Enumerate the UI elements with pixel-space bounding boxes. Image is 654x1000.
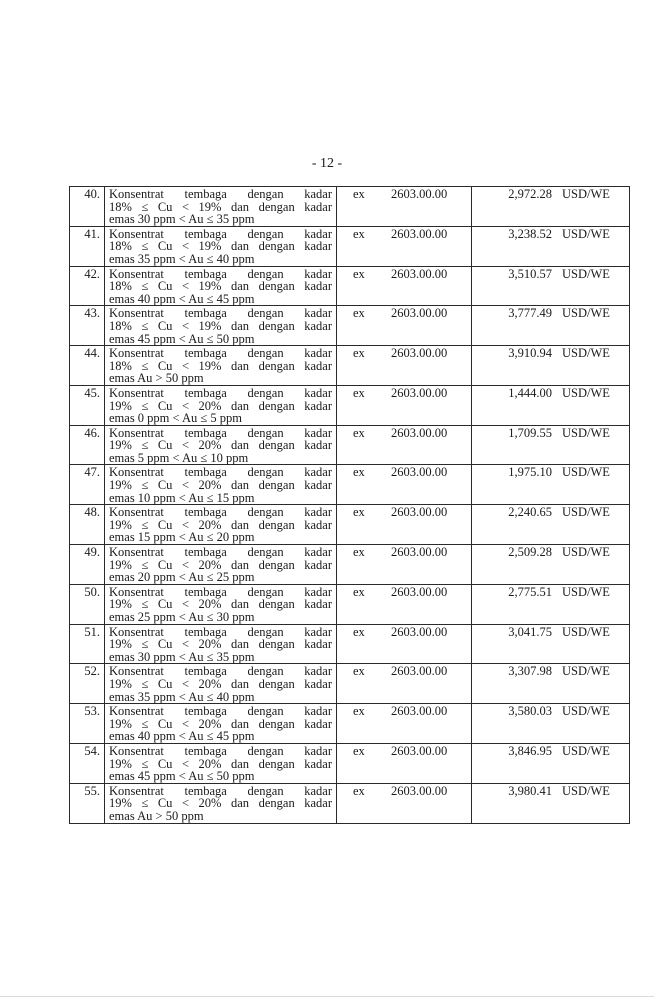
hs-code: 2603.00.00 [391,385,448,400]
price-unit: USD/WE [562,704,610,719]
price-unit: USD/WE [562,505,610,520]
price-cell [472,306,630,346]
price-unit: USD/WE [562,385,610,400]
price-value: 3,238.52 [508,226,552,241]
description-line: emas 10 ppm < Au ≤ 15 ppm [109,490,255,505]
price-value: 3,510.57 [508,266,552,281]
description-line: emas 35 ppm < Au ≤ 40 ppm [109,689,255,704]
description-line: Konsentrat tembaga dengan kadar [109,306,332,321]
product-description [105,783,337,823]
hs-code-cell [337,346,472,386]
product-description [105,505,337,545]
price-unit: USD/WE [562,425,610,440]
description-line: emas 20 ppm < Au ≤ 25 ppm [109,570,255,585]
price-cell [472,664,630,704]
description-line: emas 40 ppm < Au ≤ 45 ppm [109,729,255,744]
price-unit: USD/WE [562,266,610,281]
description-line: 19% ≤ Cu < 20% dan dengan kadar [109,438,332,453]
hs-code: 2603.00.00 [391,664,448,679]
ex-marker: ex [353,385,365,400]
ex-marker: ex [353,266,365,281]
price-unit: USD/WE [562,664,610,679]
description-line: 19% ≤ Cu < 20% dan dengan kadar [109,597,332,612]
row-number: 55. [70,783,105,823]
price-table-body [70,187,630,824]
hs-code-cell [337,664,472,704]
ex-marker: ex [353,783,365,798]
ex-marker: ex [353,346,365,361]
ex-marker: ex [353,465,365,480]
hs-code: 2603.00.00 [391,226,448,241]
description-line: 18% ≤ Cu < 19% dan dengan kadar [109,318,332,333]
hs-code: 2603.00.00 [391,425,448,440]
row-number: 40. [70,187,105,227]
hs-code: 2603.00.00 [391,187,448,201]
description-line: emas 15 ppm < Au ≤ 20 ppm [109,530,255,545]
price-cell [472,584,630,624]
description-line: 18% ≤ Cu < 19% dan dengan kadar [109,199,332,214]
description-line: Konsentrat tembaga dengan kadar [109,584,332,599]
description-line: Konsentrat tembaga dengan kadar [109,346,332,361]
price-value: 3,910.94 [508,346,552,361]
description-line: emas 5 ppm < Au ≤ 10 ppm [109,450,249,465]
hs-code: 2603.00.00 [391,704,448,719]
product-description [105,226,337,266]
hs-code-cell [337,425,472,465]
hs-code: 2603.00.00 [391,505,448,520]
price-value: 1,709.55 [508,425,552,440]
price-value: 3,580.03 [508,704,552,719]
row-number: 52. [70,664,105,704]
ex-marker: ex [353,743,365,758]
table-row [70,505,630,545]
description-line: 18% ≤ Cu < 19% dan dengan kadar [109,239,332,254]
page-number: - 12 - [311,156,343,171]
price-cell [472,505,630,545]
table-row [70,624,630,664]
description-line: emas 40 ppm < Au ≤ 45 ppm [109,291,255,306]
hs-code: 2603.00.00 [391,465,448,480]
product-description [105,664,337,704]
price-cell [472,783,630,823]
hs-code: 2603.00.00 [391,306,448,321]
hs-code-cell [337,783,472,823]
hs-code-cell [337,385,472,425]
hs-code: 2603.00.00 [391,624,448,639]
description-line: emas 45 ppm < Au ≤ 50 ppm [109,331,255,346]
ex-marker: ex [353,584,365,599]
hs-code: 2603.00.00 [391,545,448,560]
hs-code-cell [337,545,472,585]
hs-code-cell [337,624,472,664]
price-value: 3,777.49 [508,306,552,321]
price-value: 3,307.98 [508,664,552,679]
description-line: 19% ≤ Cu < 20% dan dengan kadar [109,637,332,652]
ex-marker: ex [353,187,365,201]
price-cell [472,187,630,227]
description-line: emas Au > 50 ppm [109,808,204,823]
row-number: 43. [70,306,105,346]
ex-marker: ex [353,226,365,241]
description-line: Konsentrat tembaga dengan kadar [109,187,332,201]
row-number: 51. [70,624,105,664]
product-description [105,743,337,783]
hs-code: 2603.00.00 [391,584,448,599]
row-number: 46. [70,425,105,465]
table-row [70,226,630,266]
ex-marker: ex [353,505,365,520]
price-value: 1,975.10 [508,465,552,480]
table-row [70,385,630,425]
price-value: 3,041.75 [508,624,552,639]
price-unit: USD/WE [562,584,610,599]
ex-marker: ex [353,545,365,560]
price-value: 2,240.65 [508,505,552,520]
description-line: 19% ≤ Cu < 20% dan dengan kadar [109,716,332,731]
row-number: 53. [70,704,105,744]
hs-code-cell [337,584,472,624]
table-row [70,545,630,585]
price-value: 2,509.28 [508,545,552,560]
description-line: 18% ≤ Cu < 19% dan dengan kadar [109,279,332,294]
price-cell [472,226,630,266]
description-line: emas 30 ppm < Au ≤ 35 ppm [109,212,255,227]
hs-code-cell [337,505,472,545]
table-row [70,306,630,346]
description-line: Konsentrat tembaga dengan kadar [109,704,332,719]
row-number: 47. [70,465,105,505]
table-row [70,743,630,783]
product-description [105,465,337,505]
description-line: 19% ≤ Cu < 20% dan dengan kadar [109,517,332,532]
hs-code-cell [337,306,472,346]
description-line: Konsentrat tembaga dengan kadar [109,545,332,560]
row-number: 48. [70,505,105,545]
row-number: 44. [70,346,105,386]
ex-marker: ex [353,624,365,639]
product-description [105,346,337,386]
hs-code-cell [337,743,472,783]
ex-marker: ex [353,664,365,679]
row-number: 42. [70,266,105,306]
description-line: 19% ≤ Cu < 20% dan dengan kadar [109,796,332,811]
description-line: Konsentrat tembaga dengan kadar [109,624,332,639]
hs-code-cell [337,704,472,744]
hs-code-cell [337,465,472,505]
description-line: Konsentrat tembaga dengan kadar [109,664,332,679]
table-row [70,465,630,505]
price-unit: USD/WE [562,743,610,758]
hs-code: 2603.00.00 [391,266,448,281]
row-number: 41. [70,226,105,266]
description-line: 18% ≤ Cu < 19% dan dengan kadar [109,358,332,373]
price-unit: USD/WE [562,624,610,639]
description-line: Konsentrat tembaga dengan kadar [109,425,332,440]
description-line: emas 35 ppm < Au ≤ 40 ppm [109,251,255,266]
description-line: emas 30 ppm < Au ≤ 35 ppm [109,649,255,664]
description-line: Konsentrat tembaga dengan kadar [109,743,332,758]
description-line: 19% ≤ Cu < 20% dan dengan kadar [109,557,332,572]
product-description [105,545,337,585]
ex-marker: ex [353,306,365,321]
price-cell [472,425,630,465]
table-row [70,425,630,465]
table-row [70,584,630,624]
price-unit: USD/WE [562,346,610,361]
description-line: Konsentrat tembaga dengan kadar [109,783,332,798]
description-line: Konsentrat tembaga dengan kadar [109,226,332,241]
description-line: Konsentrat tembaga dengan kadar [109,465,332,480]
price-cell [472,465,630,505]
price-cell [472,385,630,425]
price-cell [472,704,630,744]
hs-code: 2603.00.00 [391,743,448,758]
description-line: 19% ≤ Cu < 20% dan dengan kadar [109,478,332,493]
hs-code: 2603.00.00 [391,783,448,798]
ex-marker: ex [353,704,365,719]
description-line: Konsentrat tembaga dengan kadar [109,385,332,400]
price-cell [472,266,630,306]
hs-code-cell [337,226,472,266]
product-description [105,584,337,624]
table-row [70,187,630,227]
description-line: 19% ≤ Cu < 20% dan dengan kadar [109,398,332,413]
description-line: Konsentrat tembaga dengan kadar [109,505,332,520]
row-number: 54. [70,743,105,783]
description-line: emas Au > 50 ppm [109,371,204,386]
price-value: 3,846.95 [508,743,552,758]
price-unit: USD/WE [562,545,610,560]
page-bottom-rule [0,996,654,997]
hs-code-cell [337,266,472,306]
price-table [69,186,630,824]
product-description [105,266,337,306]
price-value: 2,972.28 [508,187,552,201]
price-cell [472,545,630,585]
table-row [70,783,630,823]
product-description [105,425,337,465]
price-unit: USD/WE [562,226,610,241]
ex-marker: ex [353,425,365,440]
price-cell [472,346,630,386]
row-number: 45. [70,385,105,425]
price-cell [472,743,630,783]
product-description [105,704,337,744]
price-cell [472,624,630,664]
description-line: emas 0 ppm < Au ≤ 5 ppm [109,411,243,426]
price-unit: USD/WE [562,465,610,480]
product-description [105,624,337,664]
row-number: 50. [70,584,105,624]
description-line: Konsentrat tembaga dengan kadar [109,266,332,281]
product-description [105,306,337,346]
price-value: 3,980.41 [508,783,552,798]
table-row [70,704,630,744]
hs-code: 2603.00.00 [391,346,448,361]
price-value: 2,775.51 [508,584,552,599]
hs-code-cell [337,187,472,227]
row-number: 49. [70,545,105,585]
price-unit: USD/WE [562,306,610,321]
description-line: 19% ≤ Cu < 20% dan dengan kadar [109,756,332,771]
price-value: 1,444.00 [508,385,552,400]
price-unit: USD/WE [562,187,610,201]
product-description [105,187,337,227]
product-description [105,385,337,425]
table-row [70,346,630,386]
price-unit: USD/WE [562,783,610,798]
description-line: emas 45 ppm < Au ≤ 50 ppm [109,769,255,784]
description-line: emas 25 ppm < Au ≤ 30 ppm [109,610,255,624]
table-row [70,664,630,704]
table-row [70,266,630,306]
description-line: 19% ≤ Cu < 20% dan dengan kadar [109,676,332,691]
